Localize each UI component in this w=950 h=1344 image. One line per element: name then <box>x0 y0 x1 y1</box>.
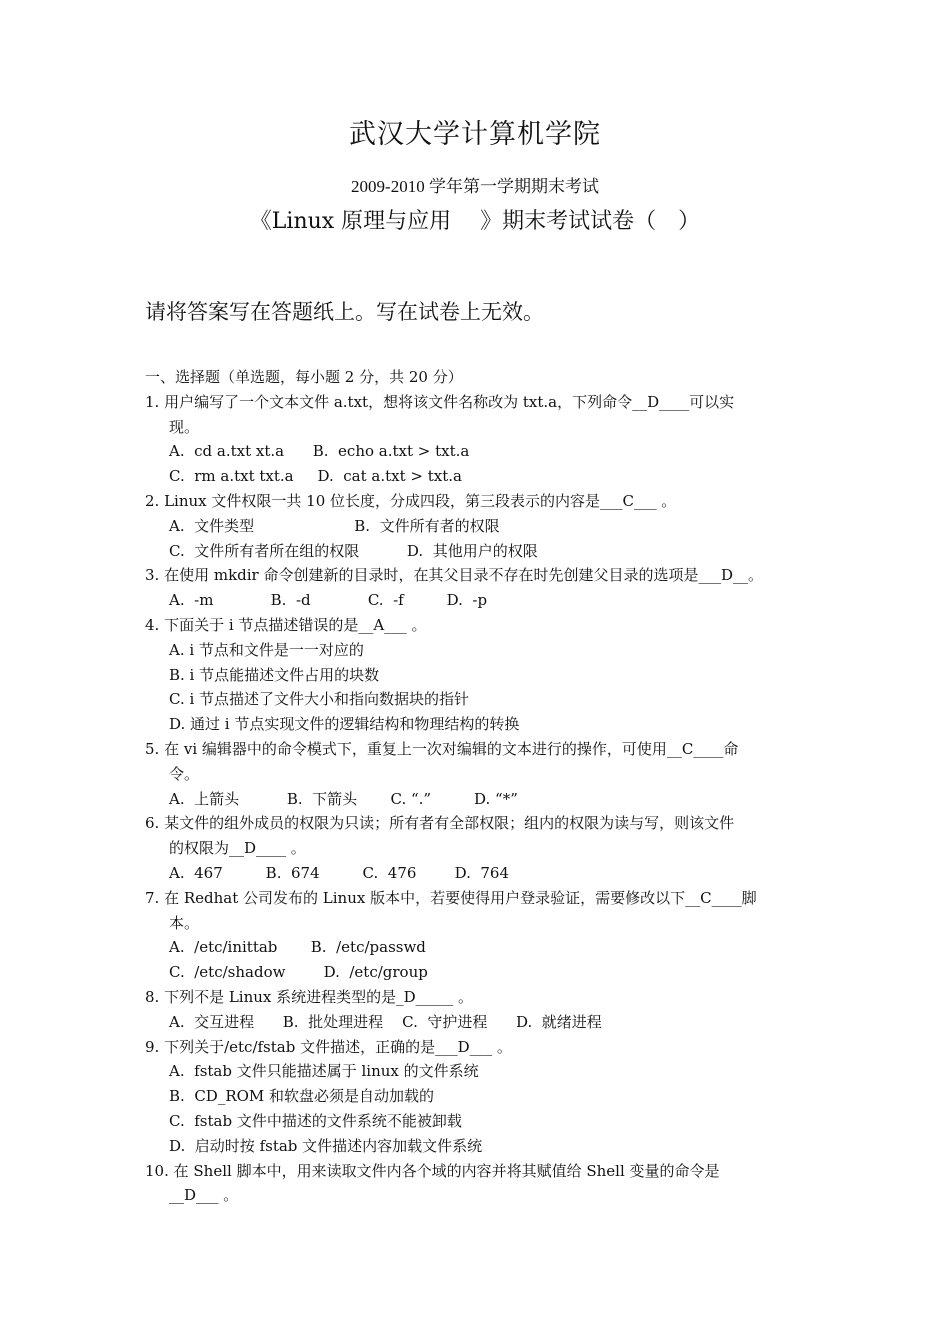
question-list <box>145 365 810 1208</box>
answer-options: B. i 节点能描述文件占用的块数 <box>169 665 380 684</box>
question-10 <box>145 1159 810 1209</box>
answer-options: B. CD_ROM 和软盘必须是自动加载的 <box>169 1087 435 1106</box>
answer-options: A. 467 B. 674 C. 476 D. 764 <box>169 863 509 882</box>
answer-notice: 请将答案写在答题纸上。写在试卷上无效。 <box>145 300 544 324</box>
question-1 <box>145 390 810 489</box>
answer-options: A. -m B. -d C. -f D. -p <box>169 591 488 610</box>
answer-options: A. 文件类型 B. 文件所有者的权限 <box>169 516 500 535</box>
answer-options: C. /etc/shadow D. /etc/group <box>169 963 428 982</box>
question-stem-continued: 本。 <box>169 913 200 932</box>
question-7 <box>145 886 810 985</box>
answer-options: A. i 节点和文件是一一对应的 <box>169 640 364 659</box>
question-2 <box>145 489 810 563</box>
question-stem: 7. 在 Redhat 公司发布的 Linux 版本中，若要使得用户登录验证，需要修改以下__C____脚 <box>145 888 757 907</box>
answer-options: A. /etc/inittab B. /etc/passwd <box>169 938 426 957</box>
answer-options: A. 交互进程 B. 批处理进程 C. 守护进程 D. 就绪进程 <box>169 1012 602 1031</box>
question-stem: 3. 在使用 mkdir 命令创建新的目录时，在其父目录不存在时先创建父目录的选项是___D__。 <box>145 566 764 585</box>
answer-options: D. 通过 i 节点实现文件的逻辑结构和物理结构的转换 <box>169 715 520 734</box>
term-subtitle: 2009-2010 学年第一学期期末考试 <box>351 177 599 196</box>
question-stem: 8. 下列不是 Linux 系统进程类型的是_D_____ 。 <box>145 987 473 1006</box>
section-heading: 一、选择题（单选题，每小题 2 分，共 20 分） <box>145 368 463 386</box>
question-stem: 2. Linux 文件权限一共 10 位长度，分成四段，第三段表示的内容是___C___ 。 <box>145 491 677 510</box>
question-stem: 10. 在 Shell 脚本中，用来读取文件内各个域的内容并将其赋值给 Shell 变量的命令是 <box>145 1161 720 1180</box>
question-9 <box>145 1035 810 1159</box>
question-8 <box>145 985 810 1035</box>
school-title: 武汉大学计算机学院 <box>349 119 601 150</box>
answer-options: D. 启动时按 fstab 文件描述内容加载文件系统 <box>169 1136 483 1155</box>
question-stem-continued: 令。 <box>169 764 200 783</box>
exam-title: 《Linux 原理与应用 》期末考试试卷（ ） <box>249 209 701 234</box>
question-5 <box>145 737 810 811</box>
question-stem: 5. 在 vi 编辑器中的命令模式下，重复上一次对编辑的文本进行的操作，可使用__C____命 <box>145 739 739 758</box>
answer-options: C. rm a.txt txt.a D. cat a.txt > txt.a <box>169 467 462 486</box>
answer-options: A. 上箭头 B. 下箭头 C. “.” D. “*” <box>169 789 518 808</box>
answer-options: A. cd a.txt xt.a B. echo a.txt > txt.a <box>169 442 470 461</box>
question-stem: 1. 用户编写了一个文本文件 a.txt，想将该文件名称改为 txt.a，下列命令__D____可以实 <box>145 392 735 411</box>
question-stem-continued: 的权限为__D____ 。 <box>169 839 306 858</box>
answer-options: C. fstab 文件中描述的文件系统不能被卸载 <box>169 1111 462 1130</box>
question-stem: 4. 下面关于 i 节点描述错误的是__A___ 。 <box>145 615 427 634</box>
answer-options: C. 文件所有者所在组的权限 D. 其他用户的权限 <box>169 541 538 560</box>
answer-options: A. fstab 文件只能描述属于 linux 的文件系统 <box>169 1062 479 1081</box>
question-4 <box>145 613 810 737</box>
question-stem-continued: 现。 <box>169 417 200 436</box>
answer-options: C. i 节点描述了文件大小和指向数据块的指针 <box>169 690 470 709</box>
question-6 <box>145 811 810 885</box>
question-stem-continued: __D___ 。 <box>169 1186 239 1205</box>
question-stem: 9. 下列关于/etc/fstab 文件描述，正确的是___D___ 。 <box>145 1037 512 1056</box>
question-stem: 6. 某文件的组外成员的权限为只读；所有者有全部权限；组内的权限为读与写，则该文件 <box>145 814 735 833</box>
question-3 <box>145 563 810 613</box>
